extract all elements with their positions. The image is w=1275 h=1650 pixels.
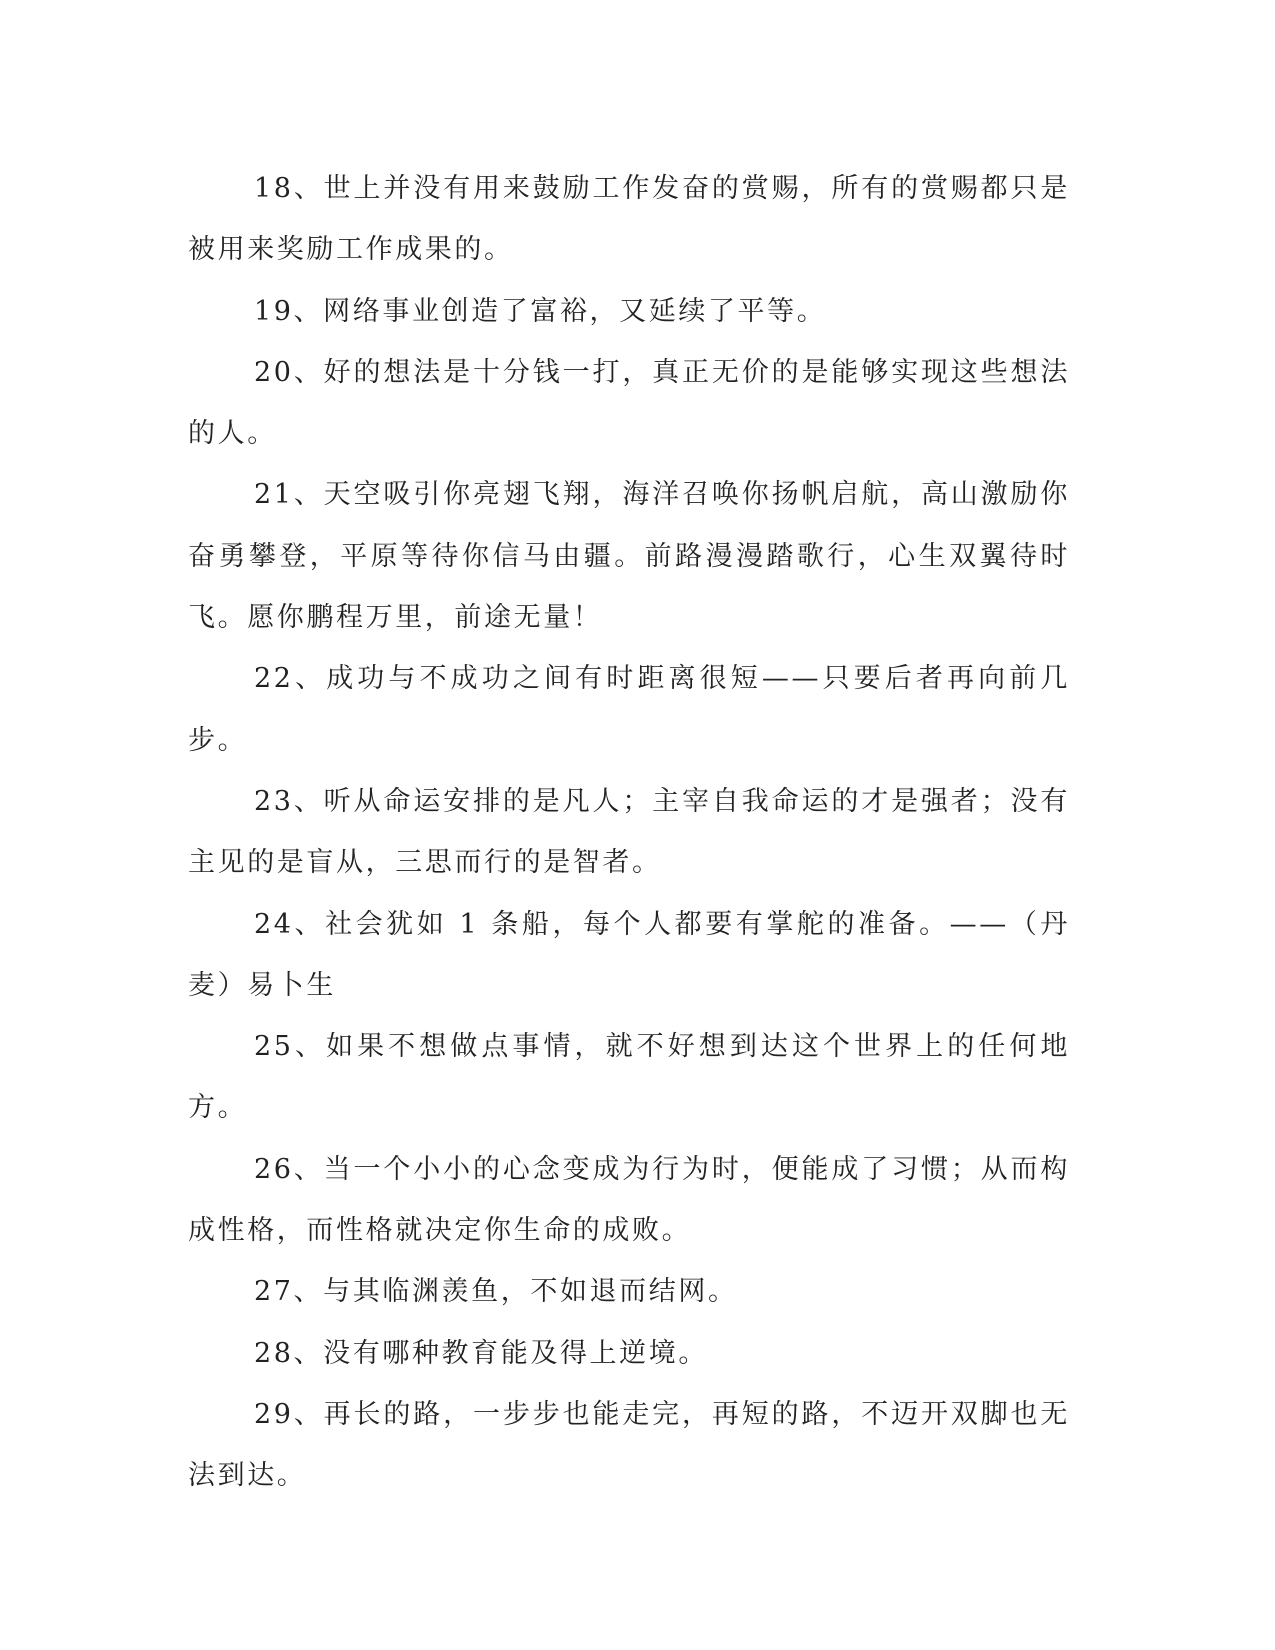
- quote-paragraph-24: 24、社会犹如 1 条船，每个人都要有掌舵的准备。——（丹麦）易卜生: [188, 908, 1070, 1001]
- quote-paragraph-25: 25、如果不想做点事情，就不好想到达这个世界上的任何地方。: [188, 1031, 1070, 1124]
- quote-paragraph-22: 22、成功与不成功之间有时距离很短——只要后者再向前几步。: [188, 663, 1070, 756]
- quote-paragraph-27: 27、与其临渊羡鱼，不如退而结网。: [254, 1276, 738, 1308]
- quote-paragraph-28: 28、没有哪种教育能及得上逆境。: [254, 1337, 708, 1369]
- document-body: [188, 158, 1070, 1507]
- quote-paragraph-20: 20、好的想法是十分钱一打，真正无价的是能够实现这些想法的人。: [188, 356, 1070, 450]
- quote-paragraph-26: 26、当一个小小的心念变成为行为时，便能成了习惯；从而构成性格，而性格就决定你生命的成败。: [188, 1153, 1070, 1247]
- quote-paragraph-18: 18、世上并没有用来鼓励工作发奋的赏赐，所有的赏赐都只是被用来奖励工作成果的。: [188, 173, 1070, 266]
- quote-paragraph-21: 21、天空吸引你亮翅飞翔，海洋召唤你扬帆启航，高山激励你奋勇攀登，平原等待你信马由疆。前路漫漫踏歌行，心生双翼待时飞。愿你鹏程万里，前途无量！: [188, 479, 1070, 634]
- quote-paragraph-19: 19、网络事业创造了富裕，又延续了平等。: [254, 295, 827, 327]
- quote-paragraph-29: 29、再长的路，一步步也能走完，再短的路，不迈开双脚也无法到达。: [188, 1398, 1070, 1492]
- quote-paragraph-23: 23、听从命运安排的是凡人；主宰自我命运的才是强者；没有主见的是盲从，三思而行的是智者。: [188, 785, 1070, 879]
